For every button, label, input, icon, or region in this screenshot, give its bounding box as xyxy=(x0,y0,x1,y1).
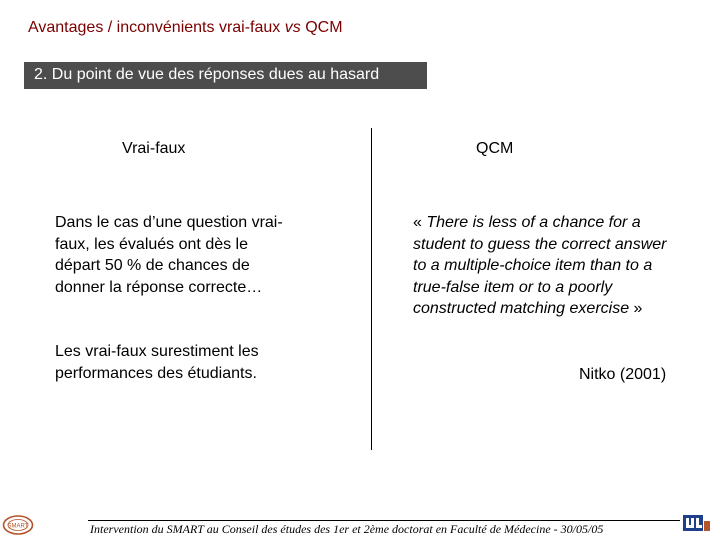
slide-subtitle: 2. Du point de vue des réponses dues au hasard xyxy=(34,66,380,83)
subtitle-bar xyxy=(24,62,427,89)
slide-title-prefix: Avantages / inconvénients vrai-faux xyxy=(28,19,285,36)
footer-text: Intervention du SMART au Conseil des études des 1er et 2ème doctorat en Faculté de Médecine - 30/05/05 xyxy=(90,522,604,536)
slide-title-vs: vs xyxy=(284,19,301,36)
footer-rule xyxy=(88,520,680,521)
left-column-heading: Vrai-faux xyxy=(122,140,186,157)
smart-logo-icon xyxy=(2,514,34,536)
university-logo-icon xyxy=(682,512,712,538)
column-divider xyxy=(371,128,372,450)
left-paragraph-2: Les vrai-faux surestiment les performances des étudiants. xyxy=(55,343,259,382)
slide-title xyxy=(28,19,343,37)
right-quote xyxy=(413,212,683,320)
quote-text: There is less of a chance for a student to guess the correct answer to a multiple-choice item than to a true-false item or to a poorly constructed matching exercise xyxy=(413,214,667,317)
slide-title-suffix: QCM xyxy=(300,19,343,36)
citation: Nitko (2001) xyxy=(579,366,667,383)
right-column-heading: QCM xyxy=(476,140,514,157)
left-paragraph-1: Dans le cas d’une question vrai-faux, les évalués ont dès le départ 50 % de chances de donner la réponse correcte… xyxy=(55,214,283,296)
smart-logo-text: SMART xyxy=(7,523,29,530)
quote-close-mark: » xyxy=(629,300,643,317)
quote-open-mark: « xyxy=(413,214,427,231)
